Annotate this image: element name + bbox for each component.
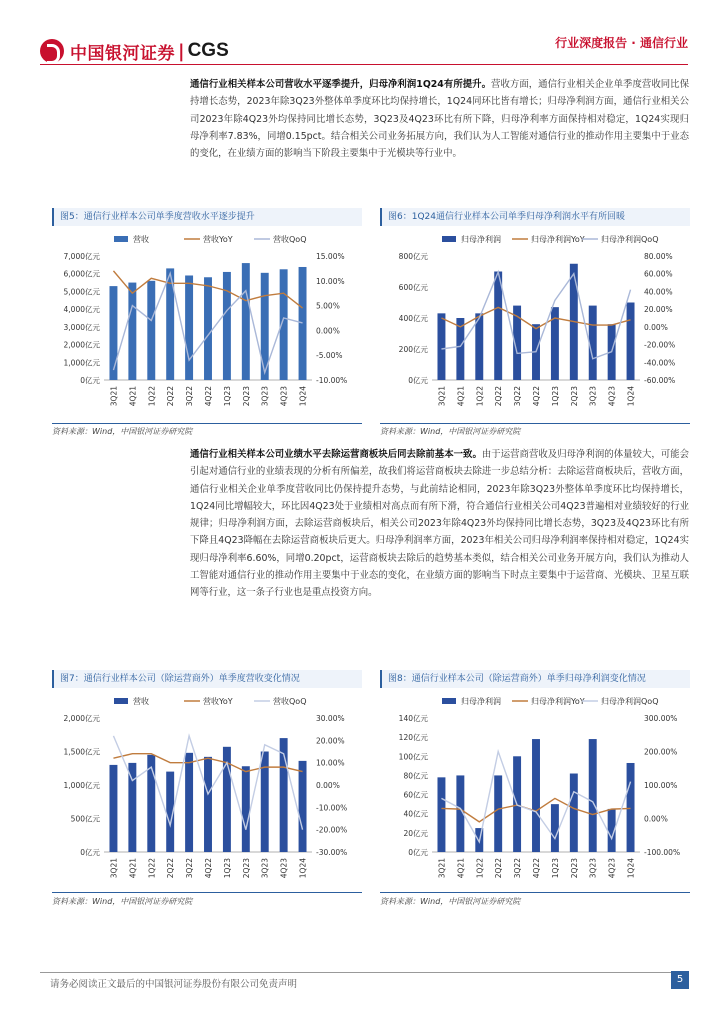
bar-3Q23	[589, 306, 597, 380]
x-axis-tick-label: 1Q24	[298, 858, 308, 879]
left-axis-tick-label: 80亿元	[403, 771, 428, 781]
logo-en-text: CGS	[187, 40, 229, 61]
bar-1Q22	[147, 281, 155, 380]
fig7-source: 资料来源：Wind，中国银河证券研究院	[52, 897, 193, 906]
left-axis-tick-label: 140亿元	[398, 714, 428, 723]
x-axis-tick-label: 2Q22	[494, 858, 504, 879]
legend-item-1	[184, 696, 233, 706]
paragraph-1-lead: 通信行业相关样本公司营收水平逐季提升，归母净利润1Q24有所提升。	[190, 79, 492, 90]
left-axis-tick-label: 1,000亿元	[63, 781, 100, 790]
fig8-source: 资料来源：Wind，中国银河证券研究院	[380, 897, 521, 906]
legend-item-1	[184, 234, 233, 244]
x-axis-tick-label: 4Q23	[607, 386, 617, 407]
right-axis-tick-label: 20.00%	[644, 305, 673, 315]
bar-4Q21	[128, 283, 136, 380]
x-axis-tick-label: 1Q23	[222, 386, 232, 407]
left-axis-tick-label: 0亿元	[408, 848, 428, 857]
right-axis-tick-label: -40.00%	[644, 358, 676, 368]
right-axis-tick-label: 10.00%	[316, 758, 345, 768]
right-axis-tick-label: 0.00%	[644, 814, 668, 824]
x-axis-tick-label: 2Q23	[569, 858, 579, 879]
right-axis-tick-label: -10.00%	[316, 376, 348, 385]
legend-item-1	[512, 234, 585, 244]
legend-item-0	[442, 234, 501, 244]
x-axis-tick-label: 1Q22	[147, 386, 157, 407]
right-axis-tick-label: 0.00%	[316, 781, 340, 790]
x-axis-tick-label: 1Q24	[626, 386, 636, 407]
legend-item-0	[114, 234, 149, 244]
bar-2Q23	[242, 263, 250, 380]
right-axis-tick-label: -20.00%	[316, 825, 348, 835]
legend-label: 营收YoY	[203, 697, 233, 706]
x-axis-tick-label: 3Q23	[588, 858, 598, 879]
left-axis-tick-label: 20亿元	[403, 828, 428, 838]
paragraph-1	[190, 76, 689, 162]
bar-2Q22	[494, 775, 502, 852]
legend-label: 归母净利润	[461, 697, 501, 706]
x-axis-tick-label: 1Q23	[550, 386, 560, 407]
right-axis-tick-label: -60.00%	[644, 376, 676, 385]
legend-item-2	[254, 696, 307, 706]
left-axis-tick-label: 6,000亿元	[63, 269, 100, 279]
right-axis-tick-label: 60.00%	[644, 269, 673, 279]
paragraph-2-lead: 通信行业相关样本公司业绩水平去除运营商板块后同去除前基本一致。	[190, 449, 482, 460]
fig6-source: 资料来源：Wind，中国银河证券研究院	[380, 427, 521, 436]
x-axis-tick-label: 3Q21	[109, 386, 119, 407]
bar-3Q21	[437, 777, 445, 852]
left-axis-tick-label: 600亿元	[398, 283, 428, 292]
fig6-title: 图6：1Q24通信行业样本公司单季归母净利润水平有所回暖	[380, 208, 690, 226]
legend-item-2	[254, 234, 307, 244]
fig5-source: 资料来源：Wind，中国银河证券研究院	[52, 427, 193, 436]
left-axis-tick-label: 200亿元	[398, 345, 428, 354]
bar-2Q23	[570, 774, 578, 852]
right-axis-tick-label: -5.00%	[316, 351, 343, 361]
x-axis-tick-label: 2Q23	[241, 386, 251, 407]
left-axis-tick-label: 800亿元	[398, 252, 428, 261]
left-axis-tick-label: 2,000亿元	[63, 714, 100, 723]
left-axis-tick-label: 4,000亿元	[63, 305, 100, 315]
bar-2Q23	[242, 766, 250, 852]
fig8-chart	[380, 690, 690, 890]
bar-4Q22	[204, 757, 212, 852]
fig8-title: 图8：通信行业样本公司（除运营商外）单季归母净利润变化情况	[380, 670, 690, 688]
fig5-source-divider	[52, 423, 362, 424]
left-axis-tick-label: 1,500亿元	[63, 747, 100, 757]
disclaimer-text: 请务必阅读正文最后的中国银河证券股份有限公司免责声明	[50, 979, 298, 990]
legend-label: 归母净利润YoY	[531, 697, 585, 706]
fig7-chart	[52, 690, 362, 890]
bar-1Q23	[551, 804, 559, 852]
fig6-source-divider	[380, 423, 690, 424]
x-axis-tick-label: 3Q23	[260, 858, 270, 879]
left-axis-tick-label: 7,000亿元	[63, 252, 100, 261]
fig6-chart	[380, 228, 690, 418]
right-axis-tick-label: 0.00%	[644, 322, 668, 332]
right-axis-tick-label: 15.00%	[316, 252, 345, 261]
bar-1Q23	[223, 272, 231, 380]
x-axis-tick-label: 3Q21	[437, 386, 447, 407]
right-axis-tick-label: 5.00%	[316, 301, 340, 311]
bar-4Q21	[128, 763, 136, 852]
right-axis-tick-label: 100.00%	[644, 781, 678, 790]
x-axis-tick-label: 4Q22	[532, 386, 541, 407]
bar-3Q21	[109, 286, 117, 380]
x-axis-tick-label: 2Q23	[569, 386, 579, 407]
x-axis-tick-label: 4Q23	[279, 858, 289, 879]
fig5-title: 图5：通信行业样本公司单季度营收水平逐步提升	[52, 208, 362, 226]
bar-4Q22	[532, 739, 540, 852]
legend-label: 营收YoY	[203, 235, 233, 244]
right-axis-tick-label: -20.00%	[644, 340, 676, 350]
x-axis-tick-label: 2Q22	[166, 386, 176, 407]
fig8-source-divider	[380, 892, 690, 893]
legend-swatch-bar	[442, 236, 456, 242]
right-axis-tick-label: 30.00%	[316, 714, 345, 723]
legend-label: 营收QoQ	[273, 235, 307, 244]
page-number: 5	[671, 971, 689, 989]
x-axis-tick-label: 1Q23	[550, 858, 560, 879]
x-axis-tick-label: 4Q23	[607, 858, 617, 879]
x-axis-tick-label: 3Q22	[513, 386, 523, 407]
legend-swatch-bar	[442, 698, 456, 704]
legend-label: 归母净利润	[461, 235, 501, 244]
legend-item-0	[114, 696, 149, 706]
bar-1Q24	[299, 761, 307, 852]
left-axis-tick-label: 3,000亿元	[63, 322, 100, 332]
left-axis-tick-label: 120亿元	[398, 733, 428, 743]
right-axis-tick-label: 0.00%	[316, 326, 340, 336]
legend-label: 营收	[133, 235, 149, 244]
bar-2Q22	[494, 272, 502, 381]
right-axis-tick-label: 200.00%	[644, 747, 678, 757]
x-axis-tick-label: 1Q24	[298, 386, 308, 407]
x-axis-tick-label: 1Q24	[626, 858, 636, 879]
right-axis-tick-label: -100.00%	[644, 848, 681, 857]
footer-divider	[40, 972, 688, 973]
x-axis-tick-label: 3Q23	[260, 386, 270, 407]
x-axis-tick-label: 3Q21	[437, 858, 447, 879]
left-axis-tick-label: 0亿元	[80, 376, 100, 385]
x-axis-tick-label: 4Q22	[204, 386, 213, 407]
x-axis-tick-label: 1Q22	[475, 386, 485, 407]
left-axis-tick-label: 1,000亿元	[63, 358, 100, 368]
fig7-title: 图7：通信行业样本公司（除运营商外）单季度营收变化情况	[52, 670, 362, 688]
bar-4Q22	[204, 277, 212, 380]
bar-1Q24	[299, 267, 307, 380]
x-axis-tick-label: 3Q21	[109, 858, 119, 879]
x-axis-tick-label: 4Q22	[204, 858, 213, 879]
x-axis-tick-label: 4Q21	[128, 858, 138, 879]
x-axis-tick-label: 2Q23	[241, 858, 251, 879]
left-axis-tick-label: 100亿元	[398, 752, 428, 762]
left-axis-tick-label: 5,000亿元	[63, 287, 100, 297]
fig5-chart	[52, 228, 362, 418]
x-axis-tick-label: 1Q22	[475, 858, 485, 879]
right-axis-tick-label: 10.00%	[316, 276, 345, 286]
left-axis-tick-label: 400亿元	[398, 314, 428, 323]
legend-label: 归母净利润YoY	[531, 235, 585, 244]
right-axis-tick-label: 20.00%	[316, 736, 345, 746]
x-axis-tick-label: 4Q21	[128, 386, 138, 407]
bar-3Q22	[185, 753, 193, 852]
paragraph-2-body: 由于运营商营收及归母净利润的体量较大，可能会引起对通信行业的业绩表现的分析有所偏差，故我们将运营商板块去除进一步总结分析：去除运营商板块后，营收方面，通信行业相关企业单季度营收同比仍保持提升态势，与此前结论相同，2023年除3Q23外整体单季度环比均保持增长，1Q24同比增幅较大，环比因4Q23处于业绩相对高点而有所下滑，符合通信行业相关公司4Q23普遍相对业绩较好的行业规律；归母净利润方面，去除运营商板块后，相关公司2023年除4Q23外均保持同比增长态势，3Q23及4Q23环比有所下降且4Q23降幅在去除运营商板块后更大。归母净利润率方面，2023年相关公司归母净利润率保持相对稳定，1Q24实现归母净利率6.60%，同增0.20pct，运营商板块去除后的趋势基本类似，结合相关公司业务开展方向，我们认为推动人工智能对通信行业的推动作用主要集中于业态的变化，在业绩方面的影响当下时点主要集中于运营商、光模块、卫星互联网等行业，这一条子行业也是重点投资方向。	[190, 449, 689, 599]
paragraph-1-body: 营收方面，通信行业相关企业单季度营收同比保持增长态势，2023年除3Q23外整体单季度环比均保持增长，1Q24同环比皆有增长；归母净利润方面，通信行业相关公司2023年除4Q23外均保持同比增长态势，3Q23及4Q23环比有所下降，归母净利率方面保持相对稳定，1Q24实现归母净利率7.83%，同增0.15pct。结合相关公司业务拓展方向，我们认为人工智能对通信行业的推动作用主要集中于业态的变化，在业绩方面的影响当下阶段主要集中于光模块等行业中。	[190, 79, 689, 160]
x-axis-tick-label: 4Q22	[532, 858, 541, 879]
bar-3Q21	[109, 765, 117, 852]
bar-1Q24	[627, 303, 635, 381]
x-axis-tick-label: 2Q22	[166, 858, 176, 879]
left-axis-tick-label: 0亿元	[80, 848, 100, 857]
x-axis-tick-label: 4Q21	[456, 386, 466, 407]
paragraph-2	[190, 446, 689, 602]
legend-swatch-bar	[114, 698, 128, 704]
left-axis-tick-label: 60亿元	[403, 790, 428, 800]
right-axis-tick-label: 300.00%	[644, 714, 678, 723]
bar-3Q23	[589, 739, 597, 852]
x-axis-tick-label: 3Q22	[513, 858, 523, 879]
x-axis-tick-label: 3Q22	[185, 386, 195, 407]
legend-swatch-bar	[114, 236, 128, 242]
x-axis-tick-label: 4Q21	[456, 858, 466, 879]
legend-label: 营收	[133, 697, 149, 706]
legend-item-2	[582, 696, 659, 706]
left-axis-tick-label: 500亿元	[70, 814, 100, 824]
cgs-logo-icon	[40, 39, 64, 63]
logo-cn-text: 中国银河证券	[70, 43, 175, 64]
legend-label: 归母净利润QoQ	[601, 697, 659, 706]
bar-1Q24	[627, 763, 635, 852]
page-header	[0, 0, 724, 62]
report-category: 行业深度报告 · 通信行业	[555, 36, 688, 50]
bar-3Q22	[185, 275, 193, 380]
legend-item-0	[442, 696, 501, 706]
x-axis-tick-label: 1Q22	[147, 858, 157, 879]
x-axis-tick-label: 2Q22	[494, 386, 504, 407]
logo-separator: |	[178, 40, 185, 62]
left-axis-tick-label: 40亿元	[403, 809, 428, 819]
right-axis-tick-label: -30.00%	[316, 848, 348, 857]
right-axis-tick-label: 80.00%	[644, 252, 673, 261]
header-divider	[40, 64, 688, 65]
x-axis-tick-label: 1Q23	[222, 858, 232, 879]
right-axis-tick-label: -10.00%	[316, 803, 348, 813]
x-axis-tick-label: 4Q23	[279, 386, 289, 407]
legend-label: 归母净利润QoQ	[601, 235, 659, 244]
legend-item-2	[582, 234, 659, 244]
right-axis-tick-label: 40.00%	[644, 287, 673, 297]
bar-3Q21	[437, 313, 445, 380]
legend-label: 营收QoQ	[273, 697, 307, 706]
cgs-logo	[40, 38, 229, 64]
x-axis-tick-label: 3Q23	[588, 386, 598, 407]
x-axis-tick-label: 3Q22	[185, 858, 195, 879]
fig7-source-divider	[52, 892, 362, 893]
legend-item-1	[512, 696, 585, 706]
left-axis-tick-label: 0亿元	[408, 376, 428, 385]
left-axis-tick-label: 2,000亿元	[63, 340, 100, 350]
